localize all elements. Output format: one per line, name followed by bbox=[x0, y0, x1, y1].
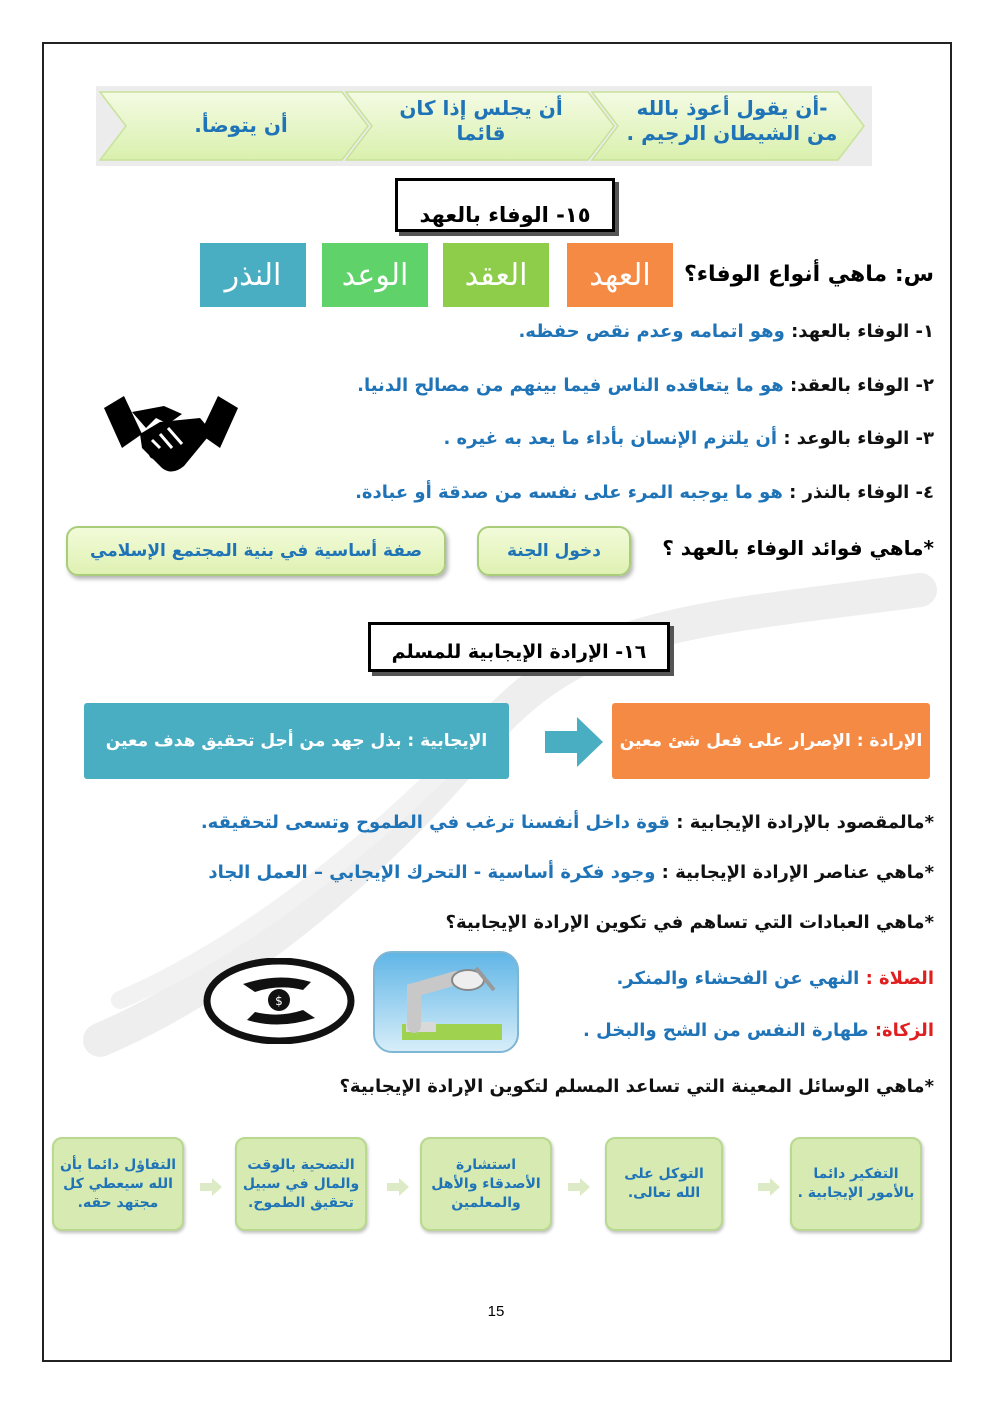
zakat-icon bbox=[203, 958, 355, 1044]
definition-aqd bbox=[357, 375, 934, 396]
meaning-line bbox=[201, 812, 934, 833]
handshake-icon bbox=[102, 388, 240, 480]
flow-arrow-icon bbox=[200, 1178, 222, 1196]
tile-wad: الوعد bbox=[322, 243, 428, 307]
benefit-society: صفة أساسية في بنية المجتمع الإسلامي bbox=[66, 526, 446, 576]
section-16-title: ١٦- الإرادة الإيجابية للمسلم bbox=[368, 622, 670, 672]
definition-value: أن يلتزم الإنسان بأداء ما يعد به غيره . bbox=[443, 428, 784, 449]
etiquette-chevron-row bbox=[96, 86, 872, 166]
means-question: *ماهي الوسائل المعينة التي تساعد المسلم لتكوين الإرادة الإيجابية؟ bbox=[339, 1076, 934, 1097]
definition-nadhr bbox=[355, 482, 934, 503]
prayer-key: الصلاة : bbox=[865, 968, 934, 989]
arrow-right-icon bbox=[545, 717, 603, 767]
definition-key: ١- الوفاء بالعهد: bbox=[791, 321, 934, 342]
tile-aqd: العقد bbox=[443, 243, 549, 307]
means-step-3: استشارة الأصدقاء والأهل والمعلمين bbox=[420, 1137, 552, 1231]
zakat-line bbox=[583, 1020, 934, 1041]
will-definition-box: الإرادة : الإصرار على فعل شئ معين bbox=[612, 703, 930, 779]
definition-value: هو ما يوجبه المرء على نفسه من صدقة أو عبادة. bbox=[355, 482, 790, 503]
meaning-key: *مالمقصود بالإرادة الإيجابية : bbox=[676, 812, 934, 833]
benefits-question: *ماهي فوائد الوفاء بالعهد ؟ bbox=[662, 536, 934, 560]
definition-key: ٢- الوفاء بالعقد: bbox=[790, 375, 934, 396]
definition-ahd bbox=[518, 321, 934, 342]
chevron-text-3: أن يتوضأ. bbox=[194, 113, 288, 137]
worship-question: *ماهي العبادات التي تساهم في تكوين الإرادة الإيجابية؟ bbox=[445, 912, 934, 933]
benefit-paradise: دخول الجنة bbox=[477, 526, 631, 576]
means-step-2: التوكل على الله تعالى. bbox=[605, 1137, 723, 1231]
means-step-5: التفاؤل دائما بأن الله سيعطي كل مجتهد حقه. bbox=[52, 1137, 184, 1231]
page-number: 15 bbox=[487, 1303, 505, 1320]
section-15-title: ١٥- الوفاء بالعهد bbox=[395, 178, 615, 232]
chevron-text-1: -أن يقول أعوذ بالله من الشيطان الرجيم . bbox=[626, 96, 838, 145]
flow-arrow-icon bbox=[758, 1178, 780, 1196]
prayer-line bbox=[616, 968, 934, 989]
prayer-value: النهي عن الفحشاء والمنكر. bbox=[616, 968, 866, 989]
elements-line bbox=[208, 862, 934, 883]
means-step-4: التضحية بالوقت والمال في سبيل تحقيق الطموح. bbox=[235, 1137, 367, 1231]
definition-key: ٣- الوفاء بالوعد : bbox=[783, 428, 934, 449]
definition-value: هو ما يتعاقده الناس فيما بينهم من مصالح الدنيا. bbox=[357, 375, 791, 396]
definition-value: وهو اتمامه وعدم نقص حفظه. bbox=[518, 321, 792, 342]
zakat-value: طهارة النفس من الشح والبخل . bbox=[583, 1020, 875, 1041]
definition-wad bbox=[443, 428, 934, 449]
positive-definition-box: الإيجابية : بذل جهد من أجل تحقيق هدف معين bbox=[84, 703, 509, 779]
types-question: س: ماهي أنواع الوفاء؟ bbox=[684, 262, 934, 287]
prayer-icon bbox=[372, 950, 520, 1054]
zakat-key: الزكاة: bbox=[874, 1020, 934, 1041]
meaning-value: قوة داخل أنفسنا ترغب في الطموح وتسعى لتحقيقه. bbox=[200, 812, 677, 833]
tile-nadhr: النذر bbox=[200, 243, 306, 307]
flow-arrow-icon bbox=[568, 1178, 590, 1196]
elements-key: *ماهي عناصر الإرادة الإيجابية : bbox=[661, 862, 934, 883]
elements-value: وجود فكرة أساسية - التحرك الإيجابي – العمل الجاد bbox=[208, 862, 662, 883]
chevron-text-2: أن يجلس إذا كان قائما bbox=[399, 96, 563, 145]
flow-arrow-icon bbox=[387, 1178, 409, 1196]
svg-text:$: $ bbox=[275, 994, 283, 1008]
means-step-1: التفكير دائما بالأمور الإيجابية . bbox=[790, 1137, 922, 1231]
definition-key: ٤- الوفاء بالنذر : bbox=[789, 482, 934, 503]
tile-ahd: العهد bbox=[567, 243, 673, 307]
